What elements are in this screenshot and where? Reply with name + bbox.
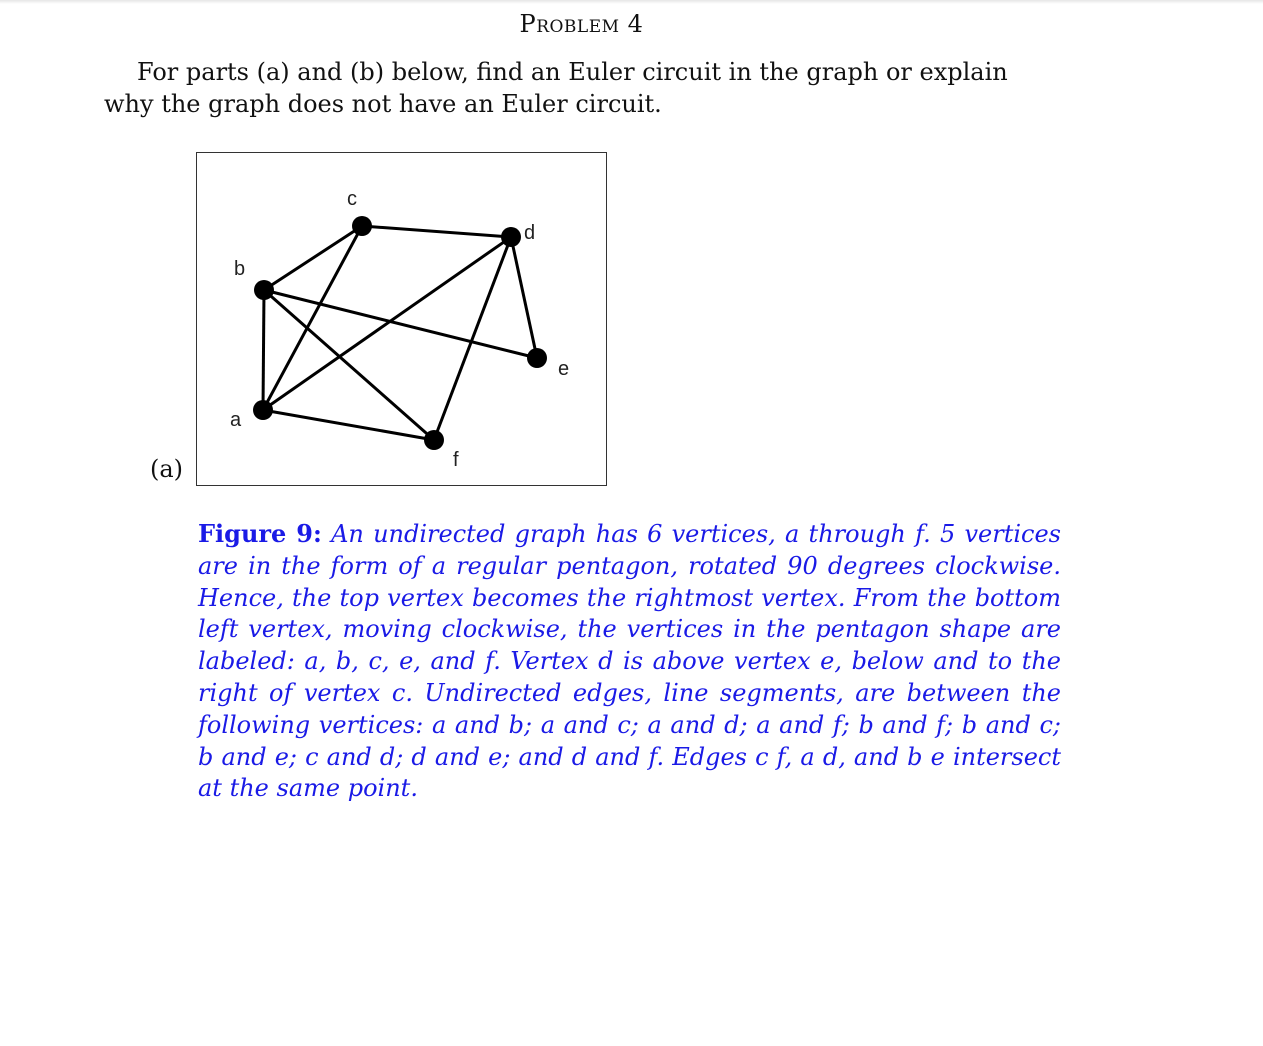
vertex-b bbox=[254, 280, 274, 300]
vertex-label-b: b bbox=[234, 258, 246, 280]
vertex-label-d: d bbox=[524, 222, 536, 244]
vertex-label-a: a bbox=[230, 409, 242, 431]
vertex-label-e: e bbox=[558, 358, 570, 380]
vertex-a bbox=[253, 400, 273, 420]
edge-d-f bbox=[434, 237, 511, 440]
edge-a-b bbox=[263, 290, 264, 410]
edge-a-c bbox=[263, 226, 362, 410]
problem-title: Problem 4 bbox=[519, 10, 644, 38]
graph-figure bbox=[196, 152, 607, 486]
vertex-f bbox=[424, 430, 444, 450]
problem-intro: For parts (a) and (b) below, find an Euler circuit in the graph or explain why the graph does not have an Euler circuit. bbox=[104, 58, 1008, 118]
edge-d-e bbox=[511, 237, 537, 358]
edge-c-d bbox=[362, 226, 511, 237]
edge-b-c bbox=[264, 226, 362, 290]
edge-b-e bbox=[264, 290, 537, 358]
vertex-d bbox=[501, 227, 521, 247]
page-top-edge bbox=[0, 0, 1263, 4]
vertex-e bbox=[527, 348, 547, 368]
vertex-c bbox=[352, 216, 372, 236]
figure-caption bbox=[198, 518, 1061, 805]
graph-canvas bbox=[197, 153, 606, 485]
vertex-label-f: f bbox=[453, 449, 459, 471]
caption-text: An undirected graph has 6 vertices, a through f. 5 vertices are in the form of a regular pentagon, rotated 90 degrees clockwise. Hence, the top vertex becomes the rightmost vertex. From the bottom left vertex, moving clockwise, the vertices in the pentagon shape are labeled: a, b, c, e, and f. Vertex d is above vertex e, below and to the right of vertex c. Undirected edges, line segments, are between the following vertices: a and b; a and c; a and d; a and f; b and f; b and c; b and e; c and d; d and e; and d and f. Edges c f, a d, and b e intersect at the same point. bbox=[198, 520, 1061, 803]
edge-a-f bbox=[263, 410, 434, 440]
caption-label: Figure 9: bbox=[198, 519, 322, 548]
vertex-label-c: c bbox=[347, 188, 357, 210]
part-a-label: (a) bbox=[150, 455, 184, 483]
